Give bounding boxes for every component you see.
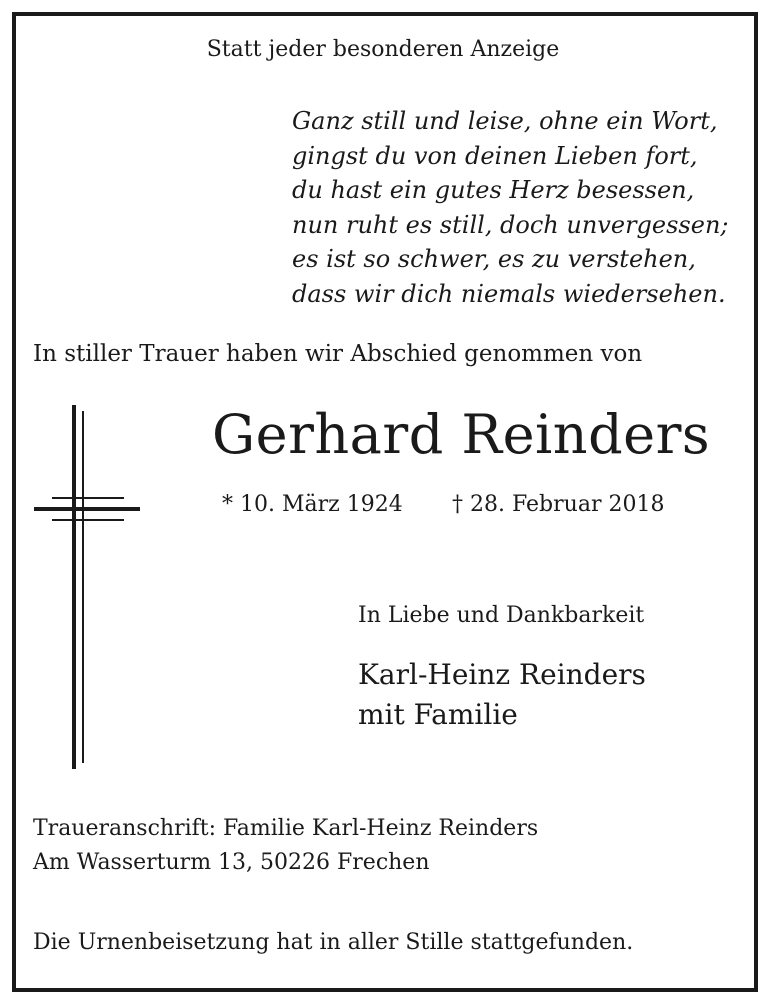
address-line: Am Wasserturm 13, 50226 Frechen — [33, 850, 430, 875]
address-line: Traueranschrift: Familie Karl-Heinz Reinders — [33, 816, 539, 841]
poem-line: dass wir dich niemals wiedersehen. — [292, 279, 726, 308]
poem-line: es ist so schwer, es zu verstehen, — [292, 245, 696, 273]
deceased-name: Gerhard Reinders — [212, 403, 711, 466]
birth-date: * 10. März 1924 — [222, 492, 403, 517]
intro-text: In stiller Trauer haben wir Abschied genommen von — [33, 341, 643, 367]
death-date: † 28. Februar 2018 — [452, 492, 665, 517]
mourning-address — [33, 812, 538, 880]
poem-line: nun ruht es still, doch unvergessen; — [292, 210, 729, 239]
poem — [292, 104, 729, 311]
burial-note: Die Urnenbeisetzung hat in aller Stille stattgefunden. — [33, 930, 634, 955]
poem-line: Ganz still und leise, ohne ein Wort, — [292, 107, 718, 135]
cross-icon — [34, 405, 140, 769]
family-line: Karl-Heinz Reinders — [358, 658, 646, 691]
closing-phrase: In Liebe und Dankbarkeit — [358, 603, 645, 628]
poem-line: gingst du von deinen Lieben fort, — [292, 141, 698, 170]
notice-header: Statt jeder besonderen Anzeige — [206, 37, 560, 62]
poem-line: du hast ein gutes Herz besessen, — [292, 176, 695, 204]
family-signature — [358, 655, 646, 735]
family-line: mit Familie — [358, 698, 518, 731]
